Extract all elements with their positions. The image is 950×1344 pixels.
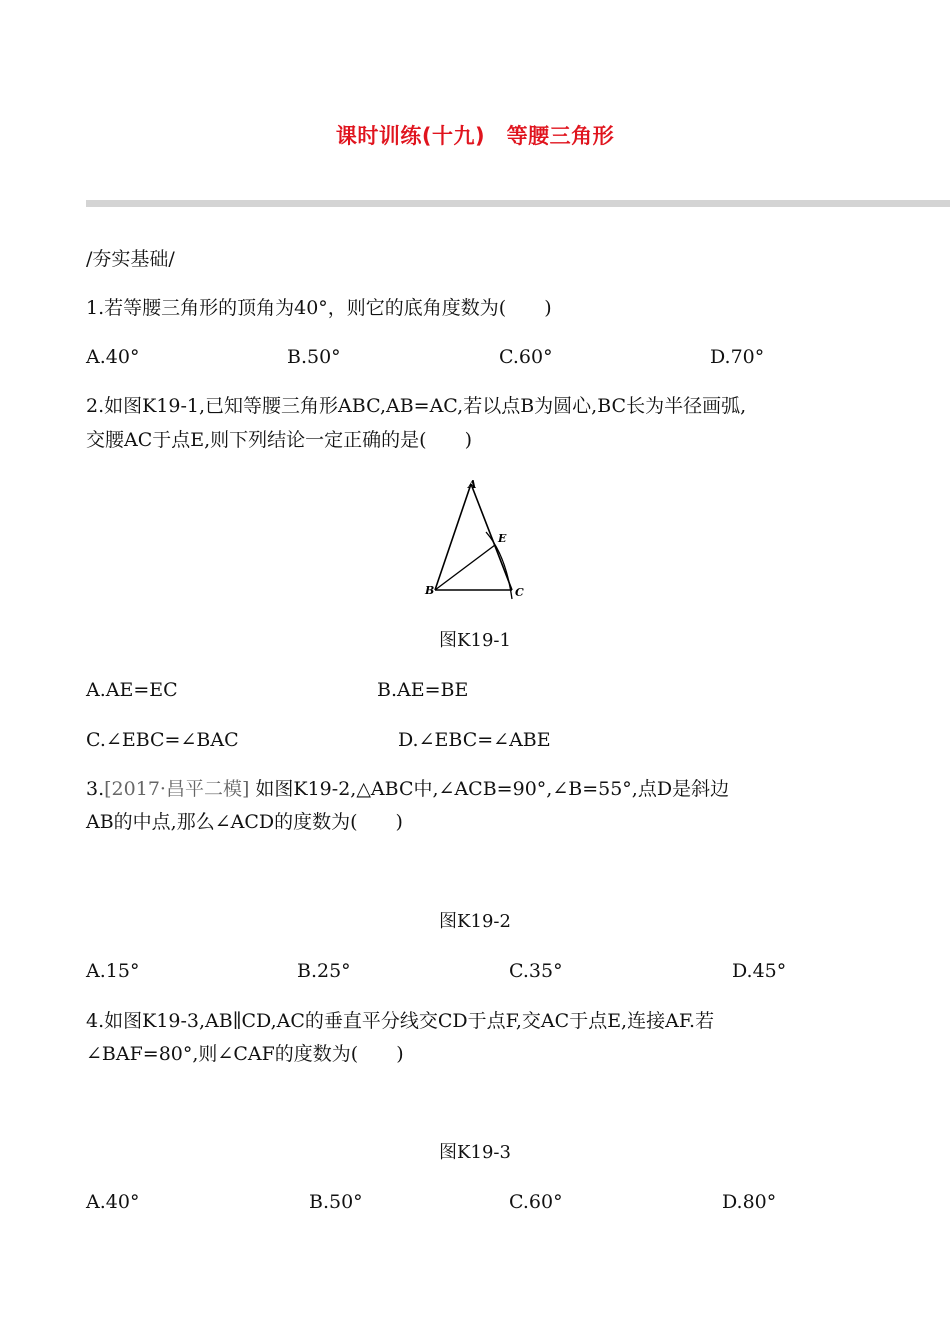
q3-option-c[interactable]: C.35° — [509, 960, 563, 982]
q1-option-c[interactable]: C.60° — [499, 346, 553, 368]
figure-k19-1-triangle — [420, 475, 530, 605]
q1-option-d[interactable]: D.70° — [710, 346, 765, 368]
q1-option-b[interactable]: B.50° — [287, 346, 341, 368]
question-3-source: [2017·昌平二模] — [104, 778, 250, 800]
label-b: B — [425, 584, 435, 597]
figure-k19-1-caption: 图K19-1 — [439, 630, 511, 651]
q4-option-c[interactable]: C.60° — [509, 1191, 563, 1213]
question-3-line-1 — [86, 780, 729, 799]
question-2-line-2: 交腰AC于点E,则下列结论一定正确的是( ) — [86, 429, 472, 451]
q4-option-d[interactable]: D.80° — [722, 1191, 777, 1213]
figure-k19-3-caption: 图K19-3 — [439, 1142, 511, 1163]
question-2-line-1: 2.如图K19-1,已知等腰三角形ABC,AB=AC,若以点B为圆心,BC长为半径画弧, — [86, 395, 747, 417]
q3-option-b[interactable]: B.25° — [297, 960, 351, 982]
question-3-line-2: AB的中点,那么∠ACD的度数为( ) — [86, 811, 403, 833]
q3-option-a[interactable]: A.15° — [86, 960, 140, 982]
q1-option-a[interactable]: A.40° — [86, 346, 140, 368]
page-title: 课时训练(十九) 等腰三角形 — [335, 124, 615, 148]
question-4-line-1: 4.如图K19-3,AB∥CD,AC的垂直平分线交CD于点F,交AC于点E,连接AF.若 — [86, 1010, 715, 1032]
header-divider — [86, 200, 950, 207]
question-4-line-2: ∠BAF=80°,则∠CAF的度数为( ) — [86, 1043, 404, 1065]
segment-be — [435, 545, 495, 590]
label-e: E — [498, 532, 507, 545]
label-a: A — [468, 478, 477, 491]
q3-option-d[interactable]: D.45° — [732, 960, 787, 982]
q2-option-d[interactable]: D.∠EBC=∠ABE — [398, 729, 551, 751]
section-heading: /夯实基础/ — [86, 248, 175, 270]
label-c: C — [515, 586, 524, 599]
question-3-number: 3. — [86, 778, 105, 800]
side-ab — [435, 484, 471, 590]
question-3-line-1-text: 如图K19-2,△ABC中,∠ACB=90°,∠B=55°,点D是斜边 — [249, 778, 730, 800]
q2-option-a[interactable]: A.AE=EC — [86, 679, 178, 701]
q4-option-a[interactable]: A.40° — [86, 1191, 140, 1213]
figure-k19-2-caption: 图K19-2 — [439, 911, 511, 932]
q2-option-b[interactable]: B.AE=BE — [377, 679, 469, 701]
q4-option-b[interactable]: B.50° — [309, 1191, 363, 1213]
question-1-text: 1.若等腰三角形的顶角为40°，则它的底角度数为( ) — [86, 297, 552, 319]
q2-option-c[interactable]: C.∠EBC=∠BAC — [86, 729, 239, 751]
